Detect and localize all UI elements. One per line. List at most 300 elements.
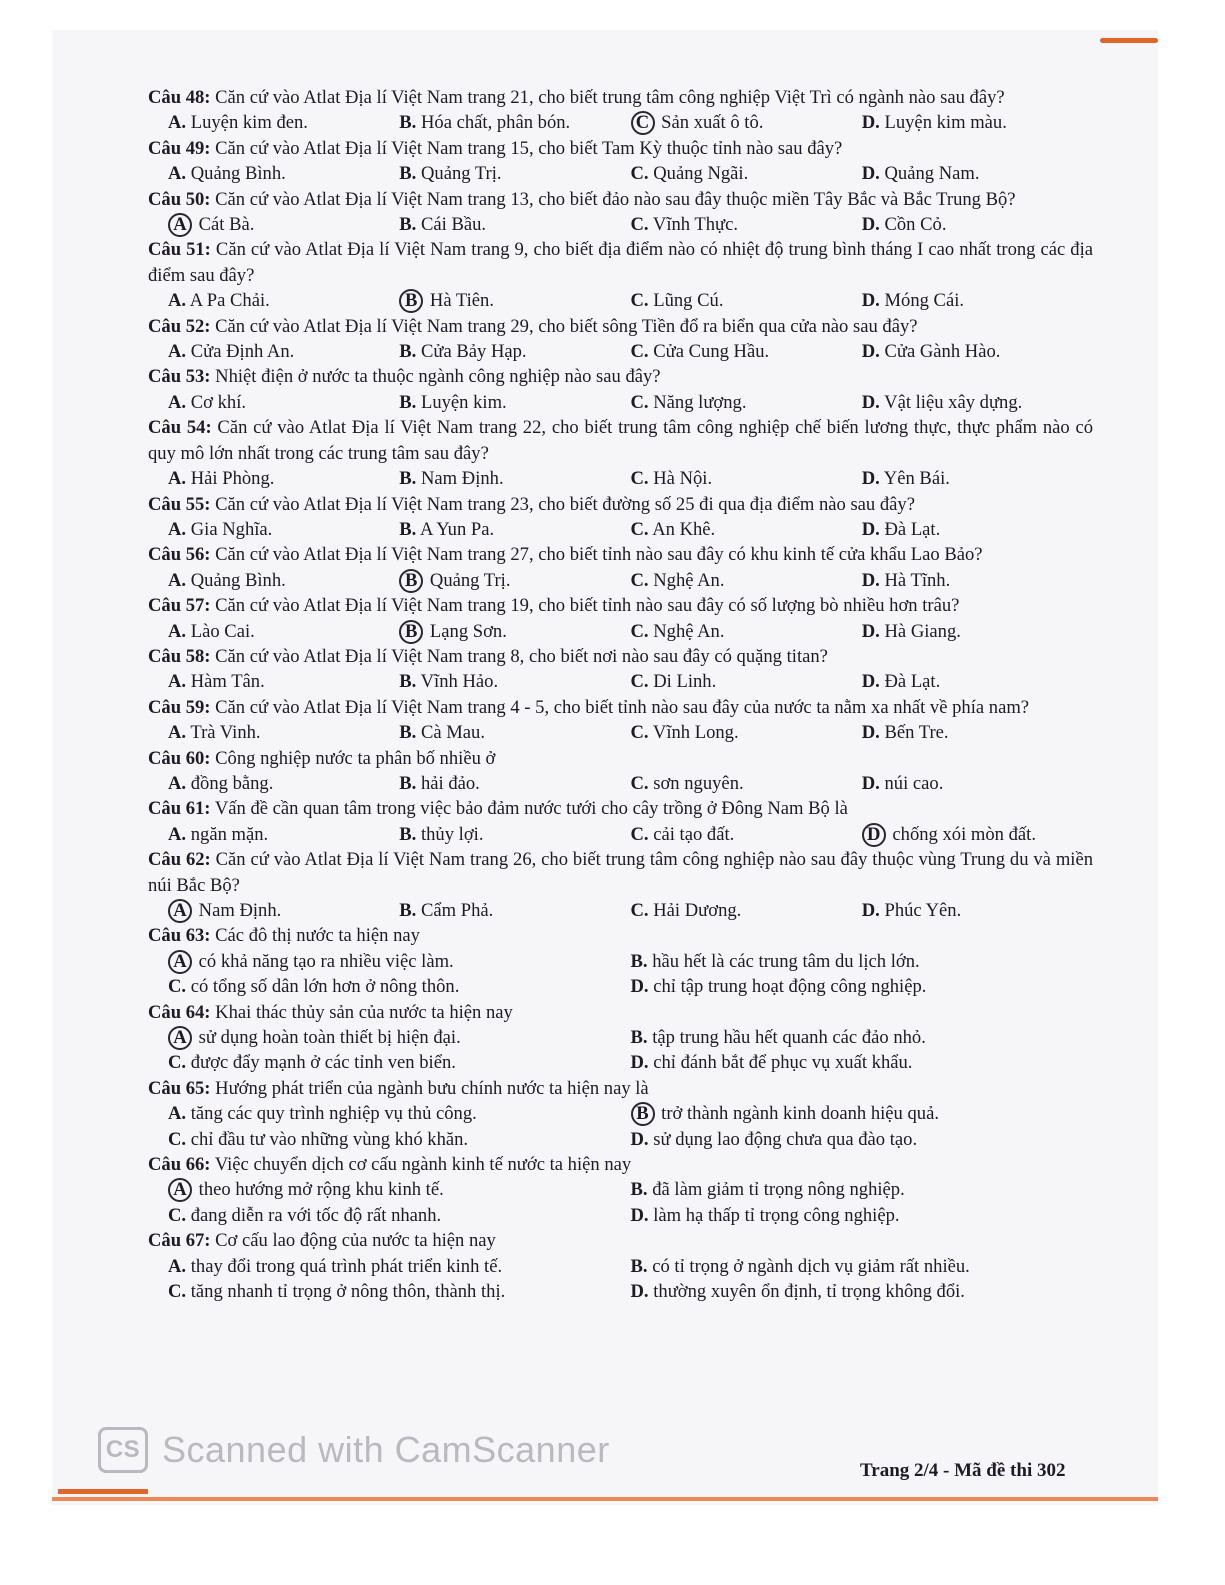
option-text: Vật liệu xây dựng.: [884, 391, 1023, 413]
question-number: Câu 49:: [148, 137, 211, 159]
option-letter: D.: [630, 1052, 649, 1074]
answer-option: [631, 339, 862, 364]
answer-option: [168, 1101, 631, 1126]
circled-option-letter: A: [168, 1178, 192, 1202]
question-text: [148, 644, 1093, 669]
question-text: [148, 746, 1093, 771]
question-stem: Căn cứ vào Atlat Địa lí Việt Nam trang 8, cho biết nơi nào sau đây có quặng titan?: [215, 645, 828, 667]
option-text: trở thành ngành kinh doanh hiệu quả.: [661, 1103, 939, 1125]
option-text: sử dụng hoàn toàn thiết bị hiện đại.: [198, 1027, 461, 1049]
option-letter: C.: [630, 518, 649, 540]
option-text: đã làm giảm tỉ trọng nông nghiệp.: [652, 1179, 905, 1201]
option-letter: D.: [630, 976, 649, 998]
option-letter: D.: [861, 391, 880, 413]
option-text: chống xói mòn đất.: [892, 823, 1036, 845]
answer-option: [168, 822, 399, 847]
option-text: Lũng Cú.: [653, 290, 724, 312]
option-text: Đà Lạt.: [884, 671, 941, 693]
answer-option: [862, 669, 1093, 694]
options-row: [148, 1279, 1093, 1304]
options-row: [148, 466, 1093, 491]
answer-option: [399, 288, 630, 313]
answer-option: [399, 517, 630, 542]
options-row: [148, 669, 1093, 694]
answer-option: [631, 1050, 1094, 1075]
question-number: Câu 64:: [148, 1001, 211, 1023]
options-row: [148, 720, 1093, 745]
option-letter: C.: [630, 290, 649, 312]
option-letter: B.: [399, 163, 417, 185]
option-text: có tỉ trọng ở ngành dịch vụ giảm rất nhiều.: [652, 1255, 970, 1277]
question-number: Câu 65:: [148, 1077, 211, 1099]
option-letter: D.: [861, 569, 880, 591]
answer-option: [862, 619, 1093, 644]
question: [148, 136, 1093, 187]
option-letter: C.: [630, 569, 649, 591]
answer-option: [862, 212, 1093, 237]
question-text: [148, 492, 1093, 517]
question-text: [148, 847, 1093, 898]
answer-option: [631, 898, 862, 923]
answer-option: [399, 619, 630, 644]
option-letter: A.: [168, 569, 187, 591]
option-letter: B.: [399, 900, 417, 921]
option-text: sử dụng lao động chưa qua đào tạo.: [653, 1128, 918, 1150]
answer-option: [399, 161, 630, 186]
question: [148, 923, 1093, 999]
question-text: [148, 364, 1093, 389]
option-letter: B.: [399, 112, 417, 134]
question-number: Câu 56:: [148, 544, 211, 566]
question-stem: Khai thác thủy sản của nước ta hiện nay: [215, 1001, 513, 1023]
answer-option: [168, 466, 399, 491]
option-text: Hóa chất, phân bón.: [420, 112, 571, 134]
option-letter: B.: [399, 671, 417, 693]
option-letter: B.: [399, 823, 417, 845]
answer-option: [399, 720, 630, 745]
option-text: Hà Giang.: [884, 620, 961, 642]
answer-option: [631, 212, 862, 237]
option-text: Cửa Gành Hào.: [884, 341, 1001, 363]
answer-option: [631, 1025, 1094, 1050]
answer-option: [631, 1254, 1094, 1279]
option-letter: D.: [861, 290, 880, 312]
option-text: chỉ tập trung hoạt động công nghiệp.: [653, 976, 927, 998]
question-stem: Căn cứ vào Atlat Địa lí Việt Nam trang 21, cho biết trung tâm công nghiệp Việt Trì có ngành nào sau đây?: [215, 87, 1005, 108]
option-text: Vĩnh Thực.: [652, 214, 739, 236]
options-row: [148, 898, 1093, 923]
scan-edge-line-bottom: [52, 1497, 1158, 1501]
option-text: An Khê.: [652, 518, 716, 540]
option-letter: D.: [861, 772, 880, 794]
option-text: Luyện kim đen.: [190, 112, 308, 134]
question: [148, 415, 1093, 491]
answer-option: [631, 466, 862, 491]
option-text: Lạng Sơn.: [429, 620, 507, 642]
answer-option: [168, 339, 399, 364]
answer-option: [631, 568, 862, 593]
question: [148, 644, 1093, 695]
question: [148, 85, 1093, 136]
option-text: hầu hết là các trung tâm du lịch lớn.: [652, 950, 920, 972]
question-number: Câu 53:: [148, 366, 211, 388]
option-text: Sản xuất ô tô.: [661, 112, 764, 134]
option-letter: C.: [630, 900, 649, 921]
answer-option: [631, 1279, 1094, 1304]
option-text: làm hạ thấp tỉ trọng công nghiệp.: [653, 1204, 900, 1226]
answer-option: [631, 110, 862, 135]
circled-option-letter: B: [631, 1102, 655, 1126]
answer-option: [168, 1127, 631, 1152]
option-text: Vĩnh Hảo.: [420, 671, 499, 693]
options-row: [148, 1203, 1093, 1228]
option-text: Cửa Cung Hầu.: [653, 341, 770, 363]
option-letter: A.: [168, 391, 187, 413]
option-letter: D.: [861, 112, 880, 134]
question-number: Câu 55:: [148, 493, 211, 515]
circled-option-letter: A: [168, 213, 192, 237]
option-letter: C.: [168, 1281, 187, 1303]
question-stem: Vấn đề cần quan tâm trong việc bảo đảm nước tưới cho cây trồng ở Đông Nam Bộ là: [214, 798, 848, 820]
answer-option: [168, 110, 399, 135]
option-text: hải đảo.: [420, 772, 480, 794]
answer-option: [862, 466, 1093, 491]
options-row: [148, 288, 1093, 313]
circled-option-letter: A: [168, 950, 192, 974]
answer-option: [168, 720, 399, 745]
answer-option: [168, 1025, 631, 1050]
option-text: Cửa Định An.: [190, 341, 295, 363]
option-letter: D.: [630, 1281, 649, 1303]
option-text: Luyện kim màu.: [884, 112, 1007, 134]
option-letter: A.: [168, 518, 187, 540]
option-letter: A.: [168, 341, 187, 363]
circled-option-letter: D: [862, 823, 886, 847]
question-stem: Căn cứ vào Atlat Địa lí Việt Nam trang 27, cho biết tỉnh nào sau đây có khu kinh tế cửa khẩu Lao Bảo?: [215, 544, 983, 566]
option-text: Cà Mau.: [420, 722, 486, 744]
option-letter: A.: [168, 1103, 187, 1125]
circled-option-letter: B: [399, 569, 423, 593]
option-text: A Pa Chải.: [189, 290, 270, 312]
question: [148, 1076, 1093, 1152]
option-letter: A.: [168, 468, 187, 490]
option-text: Di Linh.: [653, 671, 717, 693]
question-stem: Cơ cấu lao động của nước ta hiện nay: [215, 1230, 496, 1252]
question-text: [148, 1152, 1093, 1177]
options-row: [148, 974, 1093, 999]
answer-option: [399, 568, 630, 593]
question: [148, 314, 1093, 365]
question-text: [148, 1076, 1093, 1101]
option-letter: C.: [630, 391, 649, 413]
answer-option: [168, 898, 399, 923]
circled-option-letter: B: [399, 620, 423, 644]
option-text: Yên Bái.: [883, 468, 950, 490]
question-text: [148, 593, 1093, 618]
option-text: Hải Phòng.: [190, 468, 275, 490]
option-text: A Yun Pa.: [419, 518, 495, 540]
answer-option: [862, 771, 1093, 796]
question-stem: Nhiệt điện ở nước ta thuộc ngành công nghiệp nào sau đây?: [215, 366, 661, 388]
option-text: theo hướng mở rộng khu kinh tế.: [198, 1179, 444, 1201]
question: [148, 746, 1093, 797]
question: [148, 1000, 1093, 1076]
option-letter: A.: [168, 163, 187, 185]
question: [148, 796, 1093, 847]
question-stem: Căn cứ vào Atlat Địa lí Việt Nam trang 4 - 5, cho biết tỉnh nào sau đây của nước ta nằm xa nhất về phía nam?: [215, 696, 1030, 718]
question: [148, 1152, 1093, 1228]
options-row: [148, 390, 1093, 415]
answer-option: [862, 110, 1093, 135]
option-letter: A.: [168, 112, 187, 134]
answer-option: [399, 110, 630, 135]
answer-option: [399, 339, 630, 364]
option-text: chỉ đánh bắt để phục vụ xuất khẩu.: [653, 1052, 913, 1074]
option-text: Cái Bầu.: [420, 214, 487, 236]
options-row: [148, 771, 1093, 796]
option-text: Cát Bà.: [198, 214, 255, 236]
question-number: Câu 57:: [148, 595, 211, 617]
answer-option: [631, 822, 862, 847]
question-number: Câu 62:: [148, 849, 211, 871]
question-stem: Việc chuyển dịch cơ cấu ngành kinh tế nước ta hiện nay: [214, 1154, 632, 1176]
options-row: [148, 212, 1093, 237]
question-text: [148, 1228, 1093, 1253]
option-letter: A.: [168, 823, 187, 845]
answer-option: [168, 517, 399, 542]
option-text: Cồn Cỏ.: [884, 214, 947, 236]
question-text: [148, 796, 1093, 821]
question-text: [148, 314, 1093, 339]
answer-option: [168, 771, 399, 796]
option-letter: D.: [861, 518, 880, 540]
question-stem: Căn cứ vào Atlat Địa lí Việt Nam trang 9, cho biết địa điểm nào có nhiệt độ trung bình tháng I cao nhất trong các địa điểm sau đây?: [148, 239, 1094, 286]
option-text: tăng các quy trình nghiệp vụ thủ công.: [190, 1103, 477, 1125]
question-number: Câu 54:: [148, 417, 212, 439]
answer-option: [168, 390, 399, 415]
option-text: thủy lợi.: [420, 823, 484, 845]
option-text: đang diễn ra với tốc độ rất nhanh.: [190, 1204, 442, 1226]
options-row: [148, 1050, 1093, 1075]
option-letter: D.: [861, 722, 880, 744]
option-letter: C.: [168, 1052, 187, 1074]
option-letter: B.: [630, 1255, 648, 1277]
option-letter: C.: [630, 772, 649, 794]
question: [148, 847, 1093, 923]
option-text: Quảng Trị.: [420, 163, 502, 185]
page-footer: Trang 2/4 - Mã đề thi 302: [860, 1460, 1066, 1481]
options-row: [148, 110, 1093, 135]
option-text: cải tạo đất.: [653, 823, 735, 845]
option-text: Nghệ An.: [653, 569, 725, 591]
options-row: [148, 1025, 1093, 1050]
question-stem: Căn cứ vào Atlat Địa lí Việt Nam trang 15, cho biết Tam Kỳ thuộc tỉnh nào sau đây?: [215, 137, 843, 159]
answer-option: [631, 288, 862, 313]
options-row: [148, 1127, 1093, 1152]
question-stem: Công nghiệp nước ta phân bố nhiều ở: [215, 747, 496, 769]
question-number: Câu 66:: [148, 1154, 211, 1176]
circled-option-letter: A: [168, 1026, 192, 1050]
option-text: đồng bằng.: [190, 772, 274, 794]
question-number: Câu 63:: [148, 925, 211, 947]
option-text: sơn nguyên.: [653, 772, 744, 794]
circled-option-letter: B: [399, 289, 423, 313]
answer-option: [168, 669, 399, 694]
question-number: Câu 60:: [148, 747, 211, 769]
option-letter: C.: [630, 341, 649, 363]
answer-option: [168, 619, 399, 644]
option-text: tăng nhanh tỉ trọng ở nông thôn, thành thị.: [190, 1281, 506, 1303]
option-letter: D.: [861, 468, 880, 490]
option-text: được đẩy mạnh ở các tỉnh ven biển.: [190, 1052, 456, 1074]
answer-option: [631, 517, 862, 542]
answer-option: [862, 161, 1093, 186]
answer-option: [168, 1050, 631, 1075]
option-text: Nghệ An.: [653, 620, 725, 642]
question-stem: Căn cứ vào Atlat Địa lí Việt Nam trang 19, cho biết tỉnh nào sau đây có số lượng bò nhiều hơn trâu?: [215, 595, 960, 617]
answer-option: [862, 517, 1093, 542]
option-text: Quảng Trị.: [429, 569, 511, 591]
option-text: Vĩnh Long.: [652, 722, 739, 744]
answer-option: [862, 390, 1093, 415]
option-letter: C.: [168, 1128, 187, 1150]
option-letter: C.: [168, 976, 187, 998]
option-letter: B.: [399, 391, 417, 413]
option-letter: C.: [630, 468, 649, 490]
answer-option: [631, 390, 862, 415]
option-letter: A.: [168, 671, 187, 693]
option-text: Nam Định.: [198, 900, 282, 921]
circled-option-letter: A: [168, 899, 192, 923]
question-number: Câu 51:: [148, 239, 211, 261]
option-letter: C.: [168, 1204, 187, 1226]
option-text: tập trung hầu hết quanh các đảo nhỏ.: [652, 1027, 926, 1049]
answer-option: [168, 1279, 631, 1304]
answer-option: [631, 720, 862, 745]
option-letter: C.: [630, 214, 649, 236]
option-text: Nam Định.: [420, 468, 504, 490]
question-text: [148, 415, 1093, 466]
question: [148, 1228, 1093, 1304]
options-row: [148, 619, 1093, 644]
options-row: [148, 1254, 1093, 1279]
answer-option: [399, 466, 630, 491]
answer-option: [631, 619, 862, 644]
option-text: Gia Nghĩa.: [190, 518, 273, 540]
option-text: Hà Nội.: [653, 468, 713, 490]
option-letter: D.: [630, 1204, 649, 1226]
option-letter: A.: [168, 290, 187, 312]
circled-option-letter: C: [631, 111, 655, 135]
option-letter: C.: [630, 722, 649, 744]
option-text: Hà Tĩnh.: [884, 569, 951, 591]
option-letter: C.: [630, 823, 649, 845]
option-text: Phúc Yên.: [884, 900, 962, 921]
option-text: có khả năng tạo ra nhiều việc làm.: [198, 950, 454, 972]
question: [148, 695, 1093, 746]
question-number: Câu 59:: [148, 696, 211, 718]
watermark-text: Scanned with CamScanner: [162, 1429, 610, 1470]
option-letter: A.: [168, 620, 187, 642]
option-letter: C.: [630, 163, 649, 185]
option-letter: D.: [861, 163, 880, 185]
options-row: [148, 1177, 1093, 1202]
answer-option: [862, 339, 1093, 364]
option-letter: D.: [861, 900, 880, 921]
answer-option: [631, 161, 862, 186]
question-text: [148, 136, 1093, 161]
option-letter: B.: [399, 214, 417, 236]
answer-option: [399, 669, 630, 694]
answer-option: [399, 212, 630, 237]
question-text: [148, 542, 1093, 567]
scan-edge-mark-top: [1100, 38, 1158, 43]
question: [148, 364, 1093, 415]
option-letter: C.: [630, 620, 649, 642]
option-letter: B.: [630, 950, 648, 972]
exam-questions: [148, 85, 1093, 1305]
option-letter: B.: [399, 341, 417, 363]
options-row: [148, 161, 1093, 186]
answer-option: [399, 390, 630, 415]
option-text: Móng Cái.: [884, 290, 965, 312]
option-text: Cơ khí.: [190, 391, 247, 413]
question-text: [148, 923, 1093, 948]
camscanner-logo-icon: CS: [98, 1427, 148, 1473]
question-text: [148, 85, 1093, 110]
option-text: có tổng số dân lớn hơn ở nông thôn.: [190, 976, 460, 998]
question-stem: Căn cứ vào Atlat Địa lí Việt Nam trang 22, cho biết trung tâm công nghiệp chế biến lương thực, thực phẩm nào có quy mô lớn nhất trong các trung tâm sau đây?: [148, 417, 1093, 464]
question: [148, 542, 1093, 593]
option-letter: B.: [399, 722, 417, 744]
option-letter: A.: [168, 772, 187, 794]
option-letter: D.: [861, 214, 880, 236]
question-stem: Căn cứ vào Atlat Địa lí Việt Nam trang 29, cho biết sông Tiền đổ ra biển qua cửa nào sau đây?: [215, 315, 918, 337]
answer-option: [168, 1203, 631, 1228]
options-row: [148, 1101, 1093, 1126]
question-stem: Căn cứ vào Atlat Địa lí Việt Nam trang 23, cho biết đường số 25 đi qua địa điểm nào sau đây?: [215, 493, 915, 515]
option-letter: A.: [168, 1255, 187, 1277]
option-letter: D.: [630, 1128, 649, 1150]
answer-option: [399, 771, 630, 796]
option-letter: B.: [630, 1179, 648, 1201]
option-text: chỉ đầu tư vào những vùng khó khăn.: [190, 1128, 469, 1150]
option-text: Quảng Ngãi.: [653, 163, 749, 185]
option-text: Trà Vinh.: [190, 722, 261, 744]
question-text: [148, 187, 1093, 212]
option-text: thay đổi trong quá trình phát triển kinh tế.: [190, 1255, 503, 1277]
option-text: thường xuyên ổn định, tỉ trọng không đổi.: [653, 1281, 965, 1303]
answer-option: [168, 288, 399, 313]
question-number: Câu 52:: [148, 315, 211, 337]
question-stem: Căn cứ vào Atlat Địa lí Việt Nam trang 13, cho biết đảo nào sau đây thuộc miền Tây Bắc và Bắc Trung Bộ?: [215, 188, 1016, 210]
options-row: [148, 949, 1093, 974]
answer-option: [631, 974, 1094, 999]
options-row: [148, 517, 1093, 542]
option-letter: D.: [861, 671, 880, 693]
option-text: Lào Cai.: [190, 620, 255, 642]
option-text: Quảng Bình.: [190, 163, 286, 185]
option-text: Cẩm Phả.: [420, 900, 494, 921]
answer-option: [631, 1177, 1094, 1202]
question-stem: Các đô thị nước ta hiện nay: [215, 925, 420, 947]
answer-option: [168, 949, 631, 974]
option-text: núi cao.: [884, 772, 944, 794]
question: [148, 187, 1093, 238]
answer-option: [168, 974, 631, 999]
answer-option: [399, 822, 630, 847]
answer-option: [862, 822, 1093, 847]
